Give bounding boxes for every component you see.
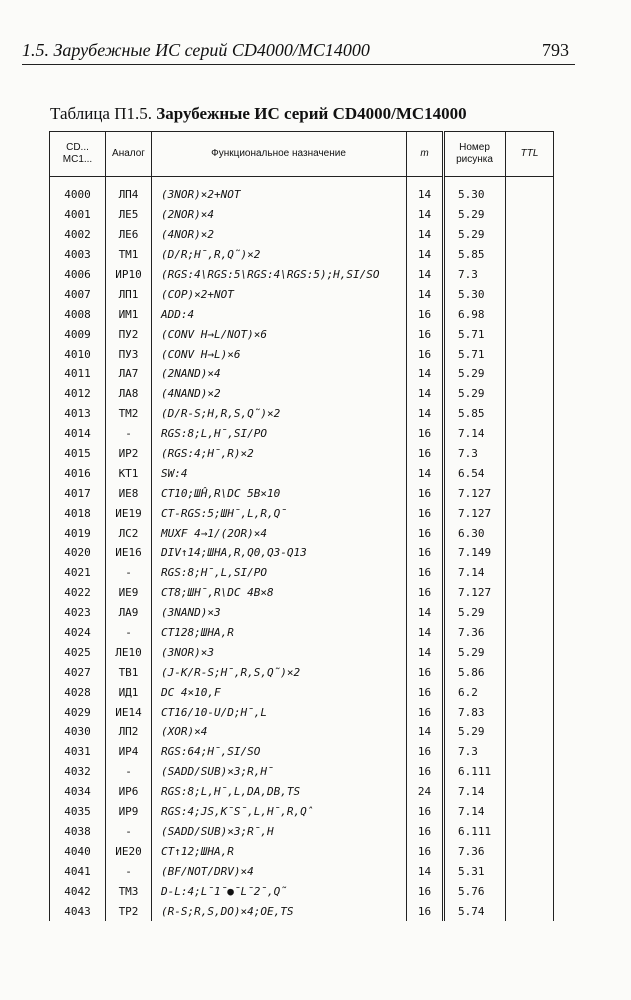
cell-figure: 5.85 — [444, 404, 506, 424]
cell-m: 14 — [407, 404, 444, 424]
cell-m: 16 — [407, 662, 444, 682]
cell-function: D-L:4;L̄1̄●̄L̄2̄,Q̃ — [152, 881, 407, 901]
cell-function: SW:4 — [152, 463, 407, 483]
cell-code: 4009 — [50, 324, 106, 344]
header-rule — [22, 64, 575, 65]
cell-analog: - — [106, 424, 152, 444]
cell-ttl — [506, 324, 554, 344]
cell-code: 4018 — [50, 503, 106, 523]
cell-analog: ТВ1 — [106, 662, 152, 682]
cell-figure: 5.76 — [444, 881, 506, 901]
table-caption — [50, 104, 550, 124]
cell-figure: 7.127 — [444, 483, 506, 503]
cell-ttl — [506, 304, 554, 324]
cell-code: 4016 — [50, 463, 106, 483]
cell-m: 14 — [407, 463, 444, 483]
ic-table — [49, 131, 554, 921]
section-number: 1.5. — [22, 40, 49, 60]
table-row — [50, 742, 554, 762]
table-row — [50, 384, 554, 404]
cell-code: 4013 — [50, 404, 106, 424]
cell-ttl — [506, 265, 554, 285]
cell-function: RGS:8;L,H̄,SI/PO — [152, 424, 407, 444]
table-row — [50, 583, 554, 603]
cell-figure: 5.31 — [444, 861, 506, 881]
cell-code: 4020 — [50, 543, 106, 563]
header-m: m — [407, 132, 444, 177]
table-row — [50, 682, 554, 702]
cell-m: 14 — [407, 642, 444, 662]
cell-m: 16 — [407, 503, 444, 523]
cell-ttl — [506, 424, 554, 444]
cell-figure: 5.29 — [444, 603, 506, 623]
cell-ttl — [506, 543, 554, 563]
table-row — [50, 177, 554, 205]
cell-m: 16 — [407, 822, 444, 842]
cell-function: (J-K/R-S;H̄,R,S,Q̃)×2 — [152, 662, 407, 682]
cell-analog: ЛЕ5 — [106, 205, 152, 225]
cell-figure: 7.83 — [444, 702, 506, 722]
cell-analog: ЛП2 — [106, 722, 152, 742]
cell-m: 16 — [407, 802, 444, 822]
cell-m: 14 — [407, 861, 444, 881]
cell-code: 4032 — [50, 762, 106, 782]
cell-analog: ЛА9 — [106, 603, 152, 623]
table-body — [50, 177, 554, 921]
cell-m: 16 — [407, 483, 444, 503]
cell-m: 16 — [407, 424, 444, 444]
cell-figure: 5.85 — [444, 245, 506, 265]
cell-code: 4008 — [50, 304, 106, 324]
cell-analog: ЛЕ10 — [106, 642, 152, 662]
cell-m: 14 — [407, 623, 444, 643]
running-head — [22, 40, 370, 61]
table-row — [50, 802, 554, 822]
cell-function: CT-RGS:5;ШH̄,L,R,Q̄ — [152, 503, 407, 523]
table-row — [50, 841, 554, 861]
cell-function: RGS:8;H̄,L,SI/PO — [152, 563, 407, 583]
cell-ttl — [506, 762, 554, 782]
cell-ttl — [506, 344, 554, 364]
table-row — [50, 702, 554, 722]
cell-function: (2NOR)×4 — [152, 205, 407, 225]
cell-code: 4028 — [50, 682, 106, 702]
cell-figure: 6.98 — [444, 304, 506, 324]
cell-function: (XOR)×4 — [152, 722, 407, 742]
cell-m: 16 — [407, 682, 444, 702]
cell-code: 4022 — [50, 583, 106, 603]
cell-m: 16 — [407, 523, 444, 543]
cell-figure: 7.14 — [444, 563, 506, 583]
cell-function: (3NOR)×2+NOT — [152, 177, 407, 205]
cell-figure: 6.30 — [444, 523, 506, 543]
cell-function: CT↑12;ШHA,R — [152, 841, 407, 861]
cell-ttl — [506, 822, 554, 842]
table-row — [50, 662, 554, 682]
cell-function: (4NAND)×2 — [152, 384, 407, 404]
caption-prefix: Таблица П1.5. — [50, 104, 152, 123]
cell-code: 4029 — [50, 702, 106, 722]
cell-analog: - — [106, 822, 152, 842]
cell-analog: ТМ1 — [106, 245, 152, 265]
cell-ttl — [506, 901, 554, 921]
table-row — [50, 623, 554, 643]
table-row — [50, 364, 554, 384]
table-row — [50, 543, 554, 563]
table-row — [50, 205, 554, 225]
cell-function: (3NAND)×3 — [152, 603, 407, 623]
cell-analog: ИЕ8 — [106, 483, 152, 503]
cell-analog: ИЕ20 — [106, 841, 152, 861]
cell-analog: ПУ3 — [106, 344, 152, 364]
cell-m: 16 — [407, 324, 444, 344]
cell-function: (4NOR)×2 — [152, 225, 407, 245]
table-row — [50, 265, 554, 285]
table-row — [50, 344, 554, 364]
cell-code: 4027 — [50, 662, 106, 682]
table-row — [50, 782, 554, 802]
cell-m: 16 — [407, 901, 444, 921]
cell-figure: 5.30 — [444, 284, 506, 304]
cell-m: 16 — [407, 444, 444, 464]
cell-ttl — [506, 642, 554, 662]
cell-code: 4034 — [50, 782, 106, 802]
cell-figure: 6.111 — [444, 822, 506, 842]
cell-m: 14 — [407, 284, 444, 304]
cell-analog: ТМ2 — [106, 404, 152, 424]
cell-analog: ИД1 — [106, 682, 152, 702]
cell-ttl — [506, 364, 554, 384]
cell-figure: 5.29 — [444, 642, 506, 662]
caption-title: Зарубежные ИС серий CD4000/MC14000 — [156, 104, 467, 123]
cell-ttl — [506, 384, 554, 404]
cell-code: 4043 — [50, 901, 106, 921]
cell-code: 4042 — [50, 881, 106, 901]
header-figure: Номер рисунка — [444, 132, 506, 177]
cell-ttl — [506, 623, 554, 643]
cell-analog: КТ1 — [106, 463, 152, 483]
cell-analog: ИЕ19 — [106, 503, 152, 523]
table-row — [50, 642, 554, 662]
cell-ttl — [506, 861, 554, 881]
cell-analog: ЛП1 — [106, 284, 152, 304]
cell-ttl — [506, 205, 554, 225]
table-row — [50, 762, 554, 782]
cell-figure: 7.36 — [444, 841, 506, 861]
cell-code: 4006 — [50, 265, 106, 285]
table-row — [50, 881, 554, 901]
cell-m: 14 — [407, 245, 444, 265]
cell-code: 4002 — [50, 225, 106, 245]
table-row — [50, 563, 554, 583]
cell-analog: ИМ1 — [106, 304, 152, 324]
table-row — [50, 304, 554, 324]
cell-analog: ЛС2 — [106, 523, 152, 543]
cell-ttl — [506, 702, 554, 722]
cell-figure: 5.29 — [444, 384, 506, 404]
section-title: Зарубежные ИС серий CD4000/MC14000 — [53, 40, 370, 60]
cell-function: RGS:8;L,H̄,L,DA,DB,TS — [152, 782, 407, 802]
cell-ttl — [506, 881, 554, 901]
cell-figure: 5.86 — [444, 662, 506, 682]
cell-ttl — [506, 483, 554, 503]
cell-m: 16 — [407, 304, 444, 324]
cell-m: 16 — [407, 563, 444, 583]
cell-analog: ТР2 — [106, 901, 152, 921]
cell-ttl — [506, 682, 554, 702]
cell-ttl — [506, 722, 554, 742]
cell-figure: 7.127 — [444, 503, 506, 523]
cell-function: CT16/10-U/D;H̄,L — [152, 702, 407, 722]
cell-figure: 7.3 — [444, 265, 506, 285]
cell-m: 14 — [407, 384, 444, 404]
table-row — [50, 444, 554, 464]
cell-function: (D/R;H̄,R,Q̃)×2 — [152, 245, 407, 265]
cell-analog: ЛЕ6 — [106, 225, 152, 245]
cell-function: (2NAND)×4 — [152, 364, 407, 384]
cell-function: CT10;ШĤ,R\DC 5В×10 — [152, 483, 407, 503]
cell-m: 24 — [407, 782, 444, 802]
cell-analog: ЛП4 — [106, 177, 152, 205]
table-row — [50, 463, 554, 483]
cell-ttl — [506, 583, 554, 603]
cell-figure: 5.71 — [444, 324, 506, 344]
cell-m: 16 — [407, 583, 444, 603]
cell-ttl — [506, 404, 554, 424]
table-row — [50, 523, 554, 543]
cell-ttl — [506, 225, 554, 245]
cell-function: DIV↑14;ШHA,R,Q0,Q3-Q13 — [152, 543, 407, 563]
cell-code: 4003 — [50, 245, 106, 265]
table-row — [50, 503, 554, 523]
cell-ttl — [506, 841, 554, 861]
table-row — [50, 324, 554, 344]
cell-ttl — [506, 284, 554, 304]
cell-ttl — [506, 563, 554, 583]
cell-analog: ИР4 — [106, 742, 152, 762]
cell-analog: ЛА7 — [106, 364, 152, 384]
cell-analog: ЛА8 — [106, 384, 152, 404]
cell-ttl — [506, 444, 554, 464]
cell-function: (BF/NOT/DRV)×4 — [152, 861, 407, 881]
cell-code: 4021 — [50, 563, 106, 583]
page-number: 793 — [542, 40, 569, 60]
cell-ttl — [506, 503, 554, 523]
cell-function: (COP)×2+NOT — [152, 284, 407, 304]
cell-code: 4014 — [50, 424, 106, 444]
cell-figure: 5.29 — [444, 364, 506, 384]
cell-m: 16 — [407, 344, 444, 364]
table-row — [50, 722, 554, 742]
cell-figure: 7.14 — [444, 802, 506, 822]
cell-function: (CONV H→L/NOT)×6 — [152, 324, 407, 344]
cell-figure: 7.14 — [444, 782, 506, 802]
cell-analog: ИР9 — [106, 802, 152, 822]
cell-code: 4012 — [50, 384, 106, 404]
cell-m: 14 — [407, 177, 444, 205]
cell-code: 4023 — [50, 603, 106, 623]
cell-code: 4000 — [50, 177, 106, 205]
cell-figure: 7.36 — [444, 623, 506, 643]
table-row — [50, 861, 554, 881]
table-row — [50, 225, 554, 245]
cell-figure: 7.3 — [444, 742, 506, 762]
cell-analog: ТМ3 — [106, 881, 152, 901]
cell-function: DC 4×10,F — [152, 682, 407, 702]
table-row — [50, 404, 554, 424]
cell-analog: ИР2 — [106, 444, 152, 464]
cell-ttl — [506, 245, 554, 265]
cell-function: ADD:4 — [152, 304, 407, 324]
header-analog: Аналог — [106, 132, 152, 177]
cell-function: (SADD/SUB)×3;R,H̄ — [152, 762, 407, 782]
cell-m: 14 — [407, 364, 444, 384]
cell-function: (R-S;R,S,DO)×4;OE,TS — [152, 901, 407, 921]
table-header-row — [50, 132, 554, 177]
cell-m: 16 — [407, 543, 444, 563]
cell-analog: ИЕ14 — [106, 702, 152, 722]
cell-figure: 5.29 — [444, 722, 506, 742]
table-row — [50, 424, 554, 444]
table-row — [50, 284, 554, 304]
cell-figure: 5.30 — [444, 177, 506, 205]
cell-code: 4015 — [50, 444, 106, 464]
cell-analog: ИР10 — [106, 265, 152, 285]
cell-ttl — [506, 782, 554, 802]
table-row — [50, 901, 554, 921]
cell-analog: ИР6 — [106, 782, 152, 802]
cell-function: RGS:4;JS,K̄S̄,L,H̄,R,Q̂ — [152, 802, 407, 822]
cell-function: (CONV H→L)×6 — [152, 344, 407, 364]
cell-ttl — [506, 523, 554, 543]
cell-figure: 6.54 — [444, 463, 506, 483]
cell-m: 14 — [407, 265, 444, 285]
cell-analog: ПУ2 — [106, 324, 152, 344]
header-function: Функциональное назначение — [152, 132, 407, 177]
cell-code: 4019 — [50, 523, 106, 543]
cell-m: 16 — [407, 881, 444, 901]
cell-analog: ИЕ16 — [106, 543, 152, 563]
cell-m: 14 — [407, 603, 444, 623]
cell-function: RGS:64;H̄,SI/SO — [152, 742, 407, 762]
cell-analog: - — [106, 563, 152, 583]
cell-analog: - — [106, 623, 152, 643]
cell-code: 4007 — [50, 284, 106, 304]
cell-function: CT8;ШH̄,R\DC 4В×8 — [152, 583, 407, 603]
cell-function: (SADD/SUB)×3;R̄,H — [152, 822, 407, 842]
cell-code: 4025 — [50, 642, 106, 662]
cell-figure: 7.127 — [444, 583, 506, 603]
cell-figure: 6.2 — [444, 682, 506, 702]
header-code: CD... MC1... — [50, 132, 106, 177]
cell-m: 14 — [407, 722, 444, 742]
cell-code: 4011 — [50, 364, 106, 384]
cell-function: (RGS:4\RGS:5\RGS:4\RGS:5);H,SI/SO — [152, 265, 407, 285]
cell-function: MUXF 4→1/(2OR)×4 — [152, 523, 407, 543]
cell-m: 16 — [407, 841, 444, 861]
cell-figure: 5.74 — [444, 901, 506, 921]
cell-code: 4031 — [50, 742, 106, 762]
cell-ttl — [506, 742, 554, 762]
cell-code: 4035 — [50, 802, 106, 822]
cell-code: 4038 — [50, 822, 106, 842]
cell-code: 4040 — [50, 841, 106, 861]
cell-figure: 7.149 — [444, 543, 506, 563]
cell-m: 14 — [407, 225, 444, 245]
cell-ttl — [506, 463, 554, 483]
cell-figure: 5.71 — [444, 344, 506, 364]
cell-m: 16 — [407, 762, 444, 782]
cell-m: 16 — [407, 702, 444, 722]
table-row — [50, 603, 554, 623]
table-row — [50, 822, 554, 842]
cell-function: (3NOR)×3 — [152, 642, 407, 662]
cell-figure: 7.3 — [444, 444, 506, 464]
cell-figure: 6.111 — [444, 762, 506, 782]
cell-function: (D/R-S;H,R,S,Q̃)×2 — [152, 404, 407, 424]
table-row — [50, 483, 554, 503]
cell-m: 16 — [407, 742, 444, 762]
cell-code: 4030 — [50, 722, 106, 742]
cell-figure: 5.29 — [444, 205, 506, 225]
cell-function: (RGS:4;H̄,R)×2 — [152, 444, 407, 464]
cell-analog: - — [106, 762, 152, 782]
header-ttl: TTL — [506, 132, 554, 177]
cell-m: 14 — [407, 205, 444, 225]
cell-figure: 5.29 — [444, 225, 506, 245]
cell-ttl — [506, 603, 554, 623]
cell-code: 4024 — [50, 623, 106, 643]
cell-code: 4017 — [50, 483, 106, 503]
cell-function: CT128;ШHA,R — [152, 623, 407, 643]
cell-figure: 7.14 — [444, 424, 506, 444]
cell-ttl — [506, 662, 554, 682]
cell-code: 4010 — [50, 344, 106, 364]
cell-analog: ИЕ9 — [106, 583, 152, 603]
cell-ttl — [506, 177, 554, 205]
cell-code: 4001 — [50, 205, 106, 225]
cell-ttl — [506, 802, 554, 822]
table-row — [50, 245, 554, 265]
cell-code: 4041 — [50, 861, 106, 881]
cell-analog: - — [106, 861, 152, 881]
